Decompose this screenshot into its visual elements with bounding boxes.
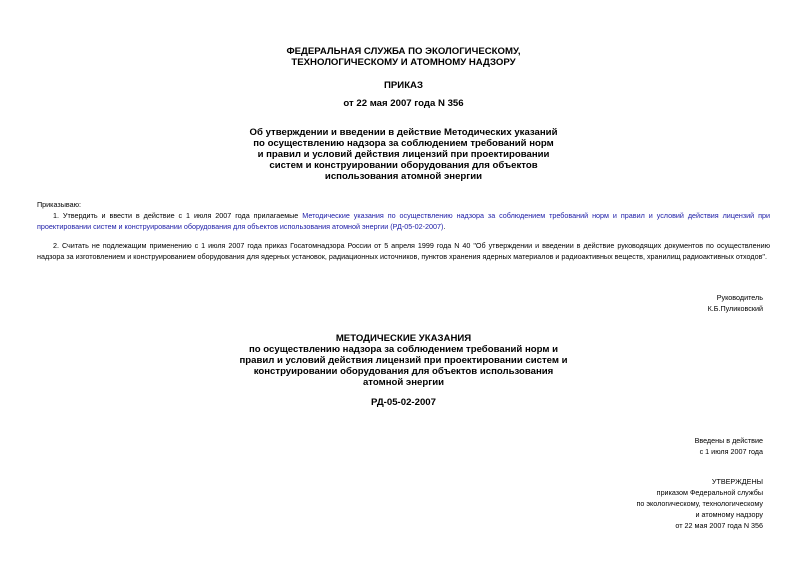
order-title-line: и правил и условий действия лицензий при проектировании <box>257 149 550 160</box>
guidelines-subtitle-line: атомной энергии <box>362 377 445 388</box>
signatory-position: Руководитель <box>716 293 763 302</box>
signatory-name: К.Б.Пуликовский <box>707 304 763 313</box>
order-title-line: использования атомной энергии <box>324 171 483 182</box>
guidelines-subtitle-line: по осуществлению надзора за соблюдением требований норм и <box>248 344 559 355</box>
order-word: Приказываю: <box>37 200 81 209</box>
document-type: ПРИКАЗ <box>384 80 423 91</box>
guidelines-link-part-a: Методические указания по осуществлению надзора за соблюдением требований норм и правил и условий действия лицензий при проектировании <box>37 211 771 231</box>
guidelines-subtitle <box>0 344 807 388</box>
agency-name-line-2: ТЕХНОЛОГИЧЕСКОМУ И АТОМНОМУ НАДЗОРУ <box>291 57 516 68</box>
guidelines-code: РД-05-02-2007 <box>371 397 436 408</box>
order-date-number: от 22 мая 2007 года N 356 <box>343 98 464 109</box>
item-1-prefix: 1. Утвердить и ввести в действие с 1 июля 2007 года прилагаемые <box>53 211 303 220</box>
order-title-line: по осуществлению надзора за соблюдением требований норм <box>253 138 554 149</box>
item-1-suffix: . <box>443 222 446 231</box>
approved-line: от 22 мая 2007 года N 356 <box>675 521 763 530</box>
approved-line: по экологическому, технологическому <box>636 499 763 508</box>
guidelines-title: МЕТОДИЧЕСКИЕ УКАЗАНИЯ <box>335 333 472 344</box>
guidelines-subtitle-line: правил и условий действия лицензий при проектировании систем и <box>239 355 568 366</box>
approved-line: приказом Федеральной службы <box>656 488 763 497</box>
order-item-2: 2. Считать не подлежащим применению с 1 июля 2007 года приказ Госатомнадзора России от 5 апреля 1999 года N 40 "Об утверждении и введении в действие руководящих документов по осуществлению надзора за изготовлением и конструированием оборудования для ядерных установок, радиационных источников, пунктов хранения ядерных материалов и радиоактивных веществ, хранилищ радиоактивных отходов". <box>37 241 770 261</box>
order-title <box>0 127 807 182</box>
order-title-line: систем и конструировании оборудования для объектов <box>269 160 538 171</box>
approved-line: и атомному надзору <box>695 510 763 519</box>
guidelines-subtitle-line: конструировании оборудования для объектов использования <box>253 366 554 377</box>
order-item-1 <box>37 210 770 232</box>
effective-line-1: Введены в действие <box>694 436 763 445</box>
order-title-line: Об утверждении и введении в действие Методических указаний <box>249 127 558 138</box>
agency-name-line-1: ФЕДЕРАЛЬНАЯ СЛУЖБА ПО ЭКОЛОГИЧЕСКОМУ, <box>286 46 521 57</box>
approved-title: УТВЕРЖДЕНЫ <box>711 477 763 486</box>
guidelines-link-part-b: систем и конструировании оборудования для объектов использования атомной энергии (РД-05-02-2007) <box>93 222 444 231</box>
effective-line-2: с 1 июля 2007 года <box>699 447 763 456</box>
